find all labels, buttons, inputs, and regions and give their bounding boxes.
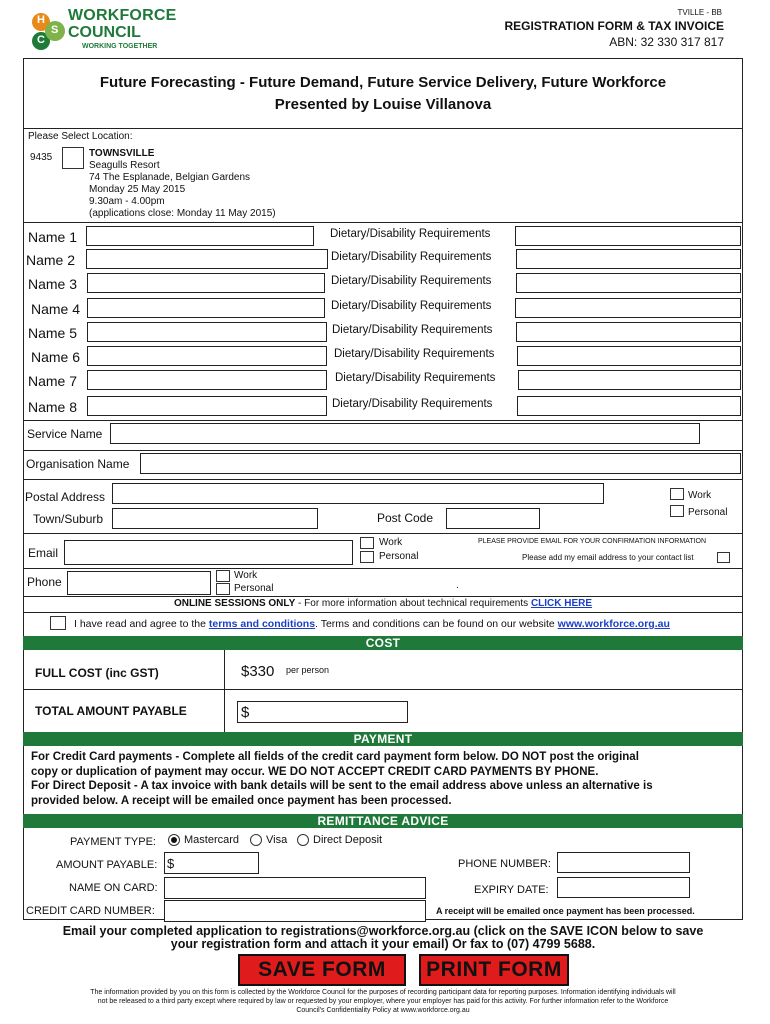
location-address: 74 The Esplanade, Belgian Gardens	[89, 172, 251, 183]
remittance-heading: REMITTANCE ADVICE	[23, 814, 743, 828]
phone-personal-checkbox[interactable]	[216, 583, 230, 595]
logo	[28, 5, 177, 53]
name-on-card-input[interactable]	[164, 877, 426, 899]
terms-prefix: I have read and agree to the	[74, 618, 209, 630]
receipt-note: A receipt will be emailed once payment has been processed.	[436, 906, 695, 916]
dietary-input[interactable]	[517, 346, 741, 366]
logo-letter-s: S	[51, 24, 59, 36]
attendee-name-input[interactable]	[86, 249, 328, 269]
print-form-button[interactable]: PRINT FORM	[419, 954, 569, 986]
payment-instructions	[31, 750, 653, 808]
email-instructions-line1: Email your completed application to registrations@workforce.org.au (click on the SAVE ICON below to save	[62, 924, 704, 938]
card-number-label: CREDIT CARD NUMBER:	[26, 905, 155, 917]
abn: ABN: 32 330 317 817	[609, 35, 724, 49]
email-personal-label: Personal	[379, 551, 419, 562]
privacy-line2: not be released to a third party except where required by law or requested by your employer, where your employer has paid for this activity. For further information refer to the Workforce	[97, 998, 669, 1005]
payment-line2: copy or duplication of payment may occur. WE DO NOT ACCEPT CREDIT CARD PAYMENTS BY PHONE.	[31, 765, 599, 778]
expiry-date-input[interactable]	[557, 877, 690, 898]
location-prompt: Please Select Location:	[28, 131, 133, 142]
location-city: TOWNSVILLE	[89, 148, 155, 159]
organisation-name-label: Organisation Name	[26, 457, 130, 471]
email-work-checkbox[interactable]	[360, 537, 374, 549]
location-checkbox[interactable]	[62, 147, 84, 169]
dietary-input[interactable]	[515, 226, 741, 246]
online-sessions-note	[23, 598, 743, 609]
town-suburb-input[interactable]	[112, 508, 318, 529]
location-code: 9435	[30, 152, 53, 163]
phone-dot: .	[456, 580, 459, 591]
email-input[interactable]	[64, 540, 353, 565]
visa-radio[interactable]	[250, 834, 262, 846]
divider	[23, 450, 743, 451]
email-instructions-line2: your registration form and attach it your email) Or fax to (07) 4799 5688.	[170, 937, 596, 951]
post-code-input[interactable]	[446, 508, 540, 529]
attendee-name-input[interactable]	[87, 370, 327, 390]
amount-payable-input[interactable]	[164, 852, 259, 874]
payment-line4: provided below. A receipt will be emailed once payment has been processed.	[31, 794, 452, 807]
logo-tagline: WORKING TOGETHER	[82, 43, 158, 50]
divider	[23, 612, 743, 613]
logo-line2: COUNCIL	[68, 24, 141, 41]
divider	[23, 420, 743, 421]
direct-deposit-radio[interactable]	[297, 834, 309, 846]
event-title	[23, 72, 743, 116]
organisation-name-input[interactable]	[140, 453, 741, 474]
attendee-name-label: Name 5	[28, 325, 78, 341]
online-sessions-bold: ONLINE SESSIONS ONLY	[173, 598, 296, 609]
dietary-label: Dietary/Disability Requirements	[331, 251, 492, 263]
phone-label: Phone	[27, 575, 62, 589]
email-contact-list-checkbox[interactable]	[717, 552, 730, 563]
postal-address-label: Postal Address	[25, 490, 106, 504]
divider	[23, 222, 743, 223]
total-payable-input[interactable]	[237, 701, 408, 723]
phone-number-input[interactable]	[557, 852, 690, 873]
email-personal-checkbox[interactable]	[360, 551, 374, 563]
expiry-date-label: EXPIRY DATE:	[474, 884, 549, 896]
dietary-input[interactable]	[517, 396, 741, 416]
logo-letter-h: H	[37, 14, 45, 26]
service-name-input[interactable]	[110, 423, 700, 444]
total-payable-label: TOTAL AMOUNT PAYABLE	[35, 704, 187, 718]
service-name-label: Service Name	[27, 427, 103, 441]
divider	[23, 479, 743, 480]
terms-text	[74, 618, 670, 630]
full-cost-label: FULL COST (inc GST)	[35, 666, 159, 680]
divider	[23, 533, 743, 534]
card-number-input[interactable]	[164, 900, 426, 922]
phone-input[interactable]	[67, 571, 211, 595]
dietary-input[interactable]	[516, 249, 741, 269]
attendee-name-label: Name 8	[28, 399, 78, 415]
direct-deposit-label: Direct Deposit	[313, 834, 383, 846]
event-title-line1: Future Forecasting - Future Demand, Future Service Delivery, Future Workforce	[99, 74, 667, 91]
attendee-name-label: Name 6	[31, 349, 81, 365]
click-here-link[interactable]: CLICK HERE	[530, 598, 593, 609]
location-date: Monday 25 May 2015	[89, 184, 186, 195]
location-time: 9.30am - 4.00pm	[89, 196, 165, 207]
postal-address-input[interactable]	[112, 483, 604, 504]
save-form-button[interactable]: SAVE FORM	[238, 954, 406, 986]
dietary-input[interactable]	[516, 273, 741, 293]
attendee-name-input[interactable]	[87, 273, 325, 293]
town-suburb-label: Town/Suburb	[33, 512, 104, 526]
form-title: REGISTRATION FORM & TAX INVOICE	[504, 19, 724, 33]
attendee-name-label: Name 2	[26, 252, 76, 268]
email-contact-list-label: Please add my email address to your contact list	[522, 553, 694, 562]
dietary-label: Dietary/Disability Requirements	[335, 372, 496, 384]
post-code-label: Post Code	[377, 511, 434, 525]
payment-type-label: PAYMENT TYPE:	[70, 836, 156, 848]
attendee-name-input[interactable]	[86, 226, 314, 246]
divider	[23, 689, 743, 690]
terms-middle: . Terms and conditions can be found on our website	[315, 618, 558, 630]
postal-personal-label: Personal	[688, 507, 728, 518]
attendee-name-input[interactable]	[87, 396, 327, 416]
attendee-name-label: Name 3	[28, 276, 78, 292]
total-dollar-sign: $	[241, 704, 250, 721]
divider	[23, 596, 743, 597]
attendee-name-label: Name 7	[28, 373, 78, 389]
logo-letter-c: C	[37, 34, 45, 46]
amount-dollar-sign: $	[167, 856, 175, 871]
email-instructions	[23, 925, 743, 951]
full-cost-value: $330	[241, 663, 275, 680]
terms-link[interactable]: terms and conditions	[208, 618, 316, 630]
attendee-name-input[interactable]	[87, 346, 327, 366]
mastercard-label: Mastercard	[184, 834, 240, 846]
dietary-label: Dietary/Disability Requirements	[332, 324, 493, 336]
attendee-name-input[interactable]	[87, 322, 327, 342]
website-link[interactable]: www.workforce.org.au	[557, 618, 670, 630]
dietary-input[interactable]	[518, 370, 741, 390]
amount-payable-label: AMOUNT PAYABLE:	[56, 859, 158, 871]
email-work-label: Work	[379, 537, 403, 548]
divider	[23, 128, 743, 129]
privacy-line1: The information provided by you on this form is collected by the Workforce Council for the purposes of recording participant data for reporting purposes. Information identifying individuals will	[90, 989, 676, 996]
privacy-notice	[23, 988, 743, 1015]
email-label: Email	[28, 546, 59, 560]
email-notice: PLEASE PROVIDE EMAIL FOR YOUR CONFIRMATION INFORMATION	[478, 538, 707, 545]
postal-work-label: Work	[688, 490, 712, 501]
dietary-label: Dietary/Disability Requirements	[334, 348, 495, 360]
logo-line1: WORKFORCE	[68, 7, 177, 24]
location-venue: Seagulls Resort	[89, 160, 160, 171]
attendee-name-label: Name 4	[31, 301, 81, 317]
form-code: TVILLE - BB	[677, 8, 722, 17]
postal-work-checkbox[interactable]	[670, 488, 684, 500]
postal-personal-checkbox[interactable]	[670, 505, 684, 517]
dietary-label: Dietary/Disability Requirements	[330, 228, 491, 240]
phone-number-label: PHONE NUMBER:	[458, 858, 551, 870]
name-on-card-label: NAME ON CARD:	[69, 882, 158, 894]
divider-vertical	[224, 650, 225, 732]
online-sessions-text: - For more information about technical requirements	[295, 598, 531, 609]
per-person-label: per person	[286, 665, 330, 675]
cost-heading: COST	[23, 636, 743, 650]
terms-checkbox[interactable]	[50, 616, 66, 630]
dietary-label: Dietary/Disability Requirements	[331, 300, 492, 312]
payment-line1: For Credit Card payments - Complete all fields of the credit card payment form below. DO NOT post the original	[31, 751, 639, 763]
event-title-line2: Presented by Louise Villanova	[274, 96, 492, 113]
privacy-line3: Council's Confidentiality Policy at www.workforce.org.au	[296, 1007, 470, 1014]
dietary-input[interactable]	[515, 298, 741, 318]
dietary-label: Dietary/Disability Requirements	[332, 398, 493, 410]
phone-work-label: Work	[234, 570, 258, 581]
location-closing: (applications close: Monday 11 May 2015)	[89, 208, 276, 219]
dietary-label: Dietary/Disability Requirements	[331, 275, 492, 287]
phone-personal-label: Personal	[234, 583, 274, 594]
visa-label: Visa	[266, 834, 288, 846]
dietary-input[interactable]	[516, 322, 741, 342]
mastercard-radio[interactable]	[168, 834, 180, 846]
location-details	[89, 148, 276, 220]
phone-work-checkbox[interactable]	[216, 570, 230, 582]
divider	[23, 568, 743, 569]
payment-heading: PAYMENT	[23, 732, 743, 746]
attendee-name-label: Name 1	[28, 229, 78, 245]
payment-line3: For Direct Deposit - A tax invoice with bank details will be sent to the email address above unless an alternative is	[31, 780, 653, 792]
attendee-name-input[interactable]	[87, 298, 325, 318]
